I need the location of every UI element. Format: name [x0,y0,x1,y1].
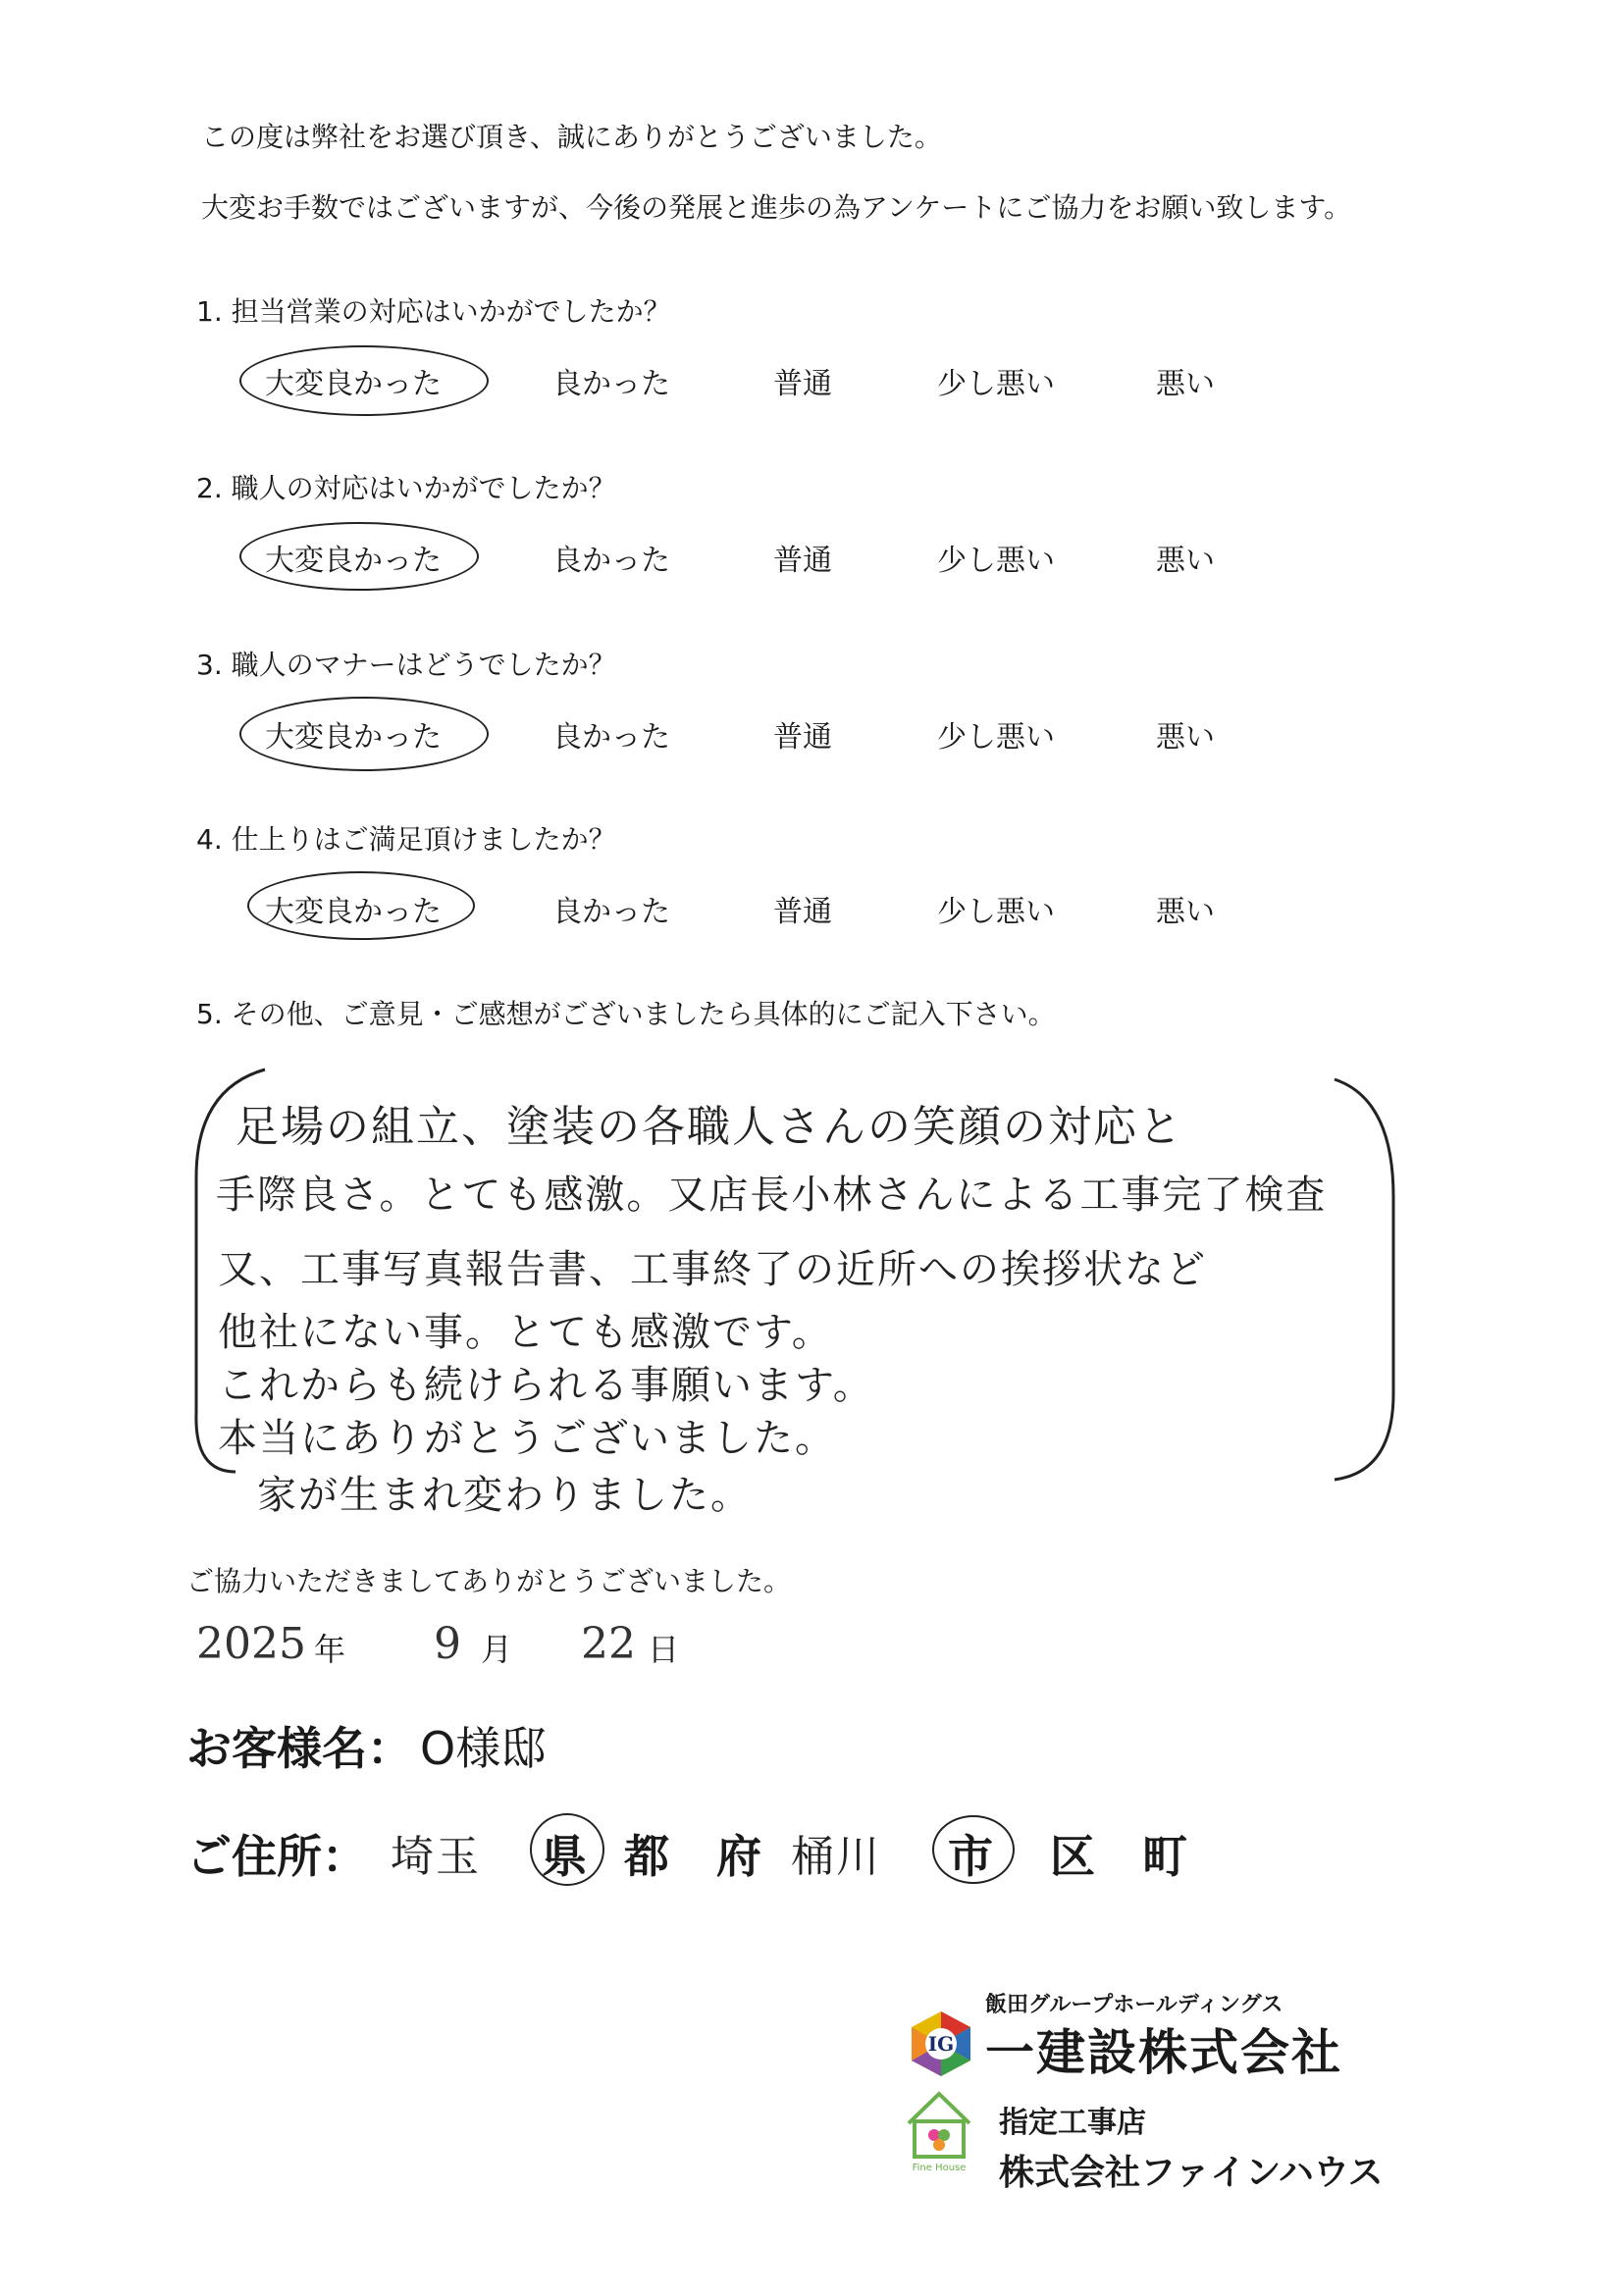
address-city-handwritten: 桶川 [791,1832,881,1882]
address-option-ken: 県 [542,1830,587,1883]
q4-option-good: 良かった [552,895,670,929]
q3-option-very-good: 大変良かった [265,720,442,755]
q3-option-bad: 悪い [1156,720,1215,755]
q3-option-average: 普通 [773,720,832,755]
q2-option-good: 良かった [552,544,670,578]
question-1-label: 1. 担当営業の対応はいかがでしたか？ [196,295,671,328]
date-month-label: 月 [481,1631,513,1668]
ig-logo-icon [907,2009,975,2078]
date-year-label: 年 [314,1631,346,1668]
q3-option-slightly-bad: 少し悪い [937,720,1055,755]
thanks-text: ご協力いただきましてありがとうございました。 [186,1565,792,1597]
q4-option-bad: 悪い [1156,895,1215,929]
q2-option-bad: 悪い [1156,544,1215,578]
date-month: 9 [434,1619,461,1669]
q4-option-slightly-bad: 少し悪い [937,895,1055,929]
fine-house-logo-icon [903,2086,975,2174]
fine-house-name: 株式会社ファインハウス [999,2153,1384,2193]
comment-line-2: 手際良さ。とても感激。又店長小林さんによる工事完了検査 [216,1173,1328,1218]
company-name: 一建設株式会社 [985,2024,1342,2081]
customer-value: O様邸 [420,1722,547,1775]
intro-line-2: 大変お手数ではございますが、今後の発展と進歩の為アンケートにご協力をお願い致します。 [201,191,1352,224]
address-option-shi: 市 [948,1830,993,1883]
svg-text:IG: IG [927,2032,955,2056]
q4-option-very-good: 大変良かった [265,895,442,929]
q1-option-very-good: 大変良かった [265,367,442,401]
q1-option-slightly-bad: 少し悪い [937,367,1055,401]
address-label: ご住所： [186,1830,367,1883]
comment-line-7: 家が生まれ変わりました。 [257,1473,752,1518]
customer-label: お客様名： [186,1722,412,1775]
date-day: 22 [581,1619,636,1669]
comment-line-5: これからも続けられる事願います。 [218,1363,874,1408]
q1-option-average: 普通 [773,367,832,401]
designated-label: 指定工事店 [999,2106,1146,2140]
address-option-to: 都 [624,1830,669,1883]
q2-option-average: 普通 [773,544,832,578]
address-option-fu: 府 [716,1830,761,1883]
comment-line-3: 又、工事写真報告書、工事終了の近所への挨拶状など [218,1247,1207,1292]
question-4-label: 4. 仕上りはご満足頂けましたか？ [196,823,616,856]
question-3-label: 3. 職人のマナーはどうでしたか？ [196,649,616,681]
comment-line-6: 本当にありがとうございました。 [218,1416,836,1461]
svg-text:Fine House: Fine House [912,2163,967,2173]
q3-option-good: 良かった [552,720,670,755]
address-option-machi: 町 [1142,1830,1187,1883]
intro-line-1: この度は弊社をお選び頂き、誠にありがとうございました。 [201,121,942,153]
address-prefecture-handwritten: 埼玉 [391,1832,481,1882]
comment-line-1: 足場の組立、塗装の各職人さんの笑顔の対応と [236,1102,1183,1152]
q1-option-good: 良かった [552,367,670,401]
question-2-label: 2. 職人の対応はいかがでしたか？ [196,472,616,504]
group-name: 飯田グループホールディングス [985,1993,1283,2017]
address-option-ku: 区 [1050,1830,1095,1883]
question-5-label: 5. その他、ご意見・ご感想がございましたら具体的にご記入下さい。 [196,998,1056,1030]
q4-option-average: 普通 [773,895,832,929]
date-year: 2025 [196,1619,306,1669]
comment-line-4: 他社にない事。とても感激です。 [218,1310,833,1355]
q1-option-bad: 悪い [1156,367,1215,401]
q2-option-slightly-bad: 少し悪い [937,544,1055,578]
q2-option-very-good: 大変良かった [265,544,442,578]
date-day-label: 日 [648,1631,680,1668]
